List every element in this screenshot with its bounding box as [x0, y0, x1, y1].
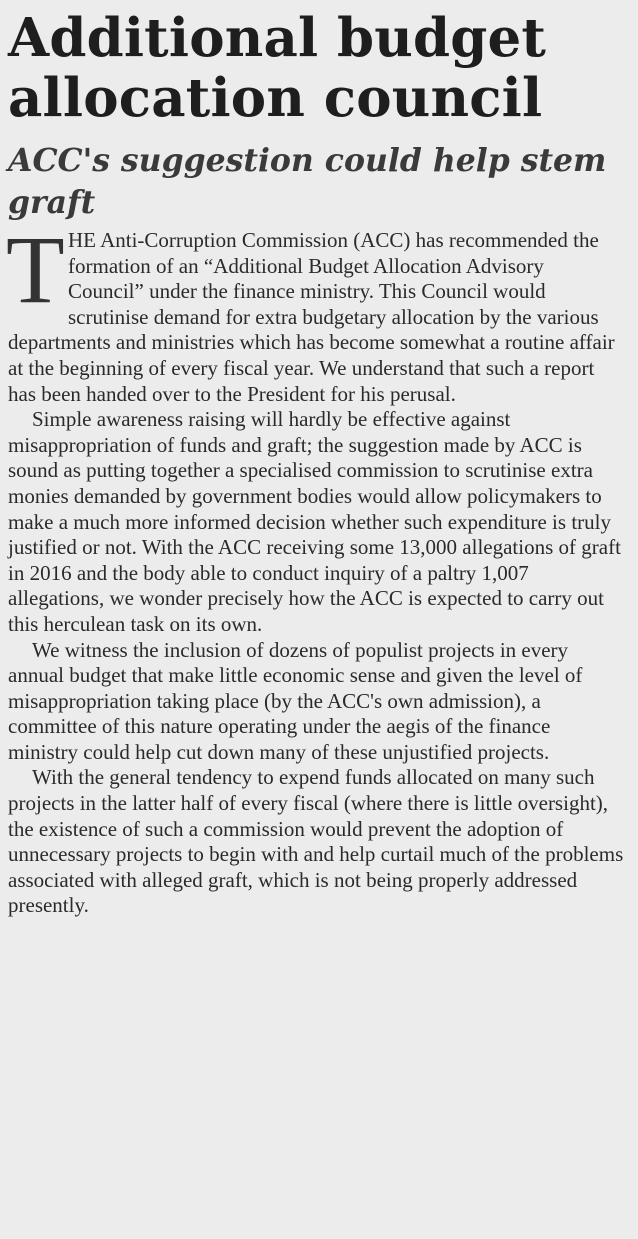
paragraph-1 [6, 216, 624, 407]
paragraph-3: We witness the inclusion of dozens of populist projects in every annual budget that make little economic sense and given the level of misappropriation taking place (by the ACC's own admission), a committee of this nature operating under the aegis of the finance ministry could help cut down many of these unjustified projects. [8, 637, 583, 764]
paragraph-1-text: HE Anti-Corruption Commission (ACC) has recommended the formation of an “Additional Budget Allocation Advisory Council” under the finance ministry. This Council would scrutinise demand for extra budgetary allocation by the various departments and ministries which has become somewhat a routine affair at the beginning of every fiscal year. We understand that such a report has been handed over to the President for his perusal. [8, 228, 615, 406]
drop-cap: T [6, 216, 65, 323]
paragraph-2: Simple awareness raising will hardly be effective against misappropriation of funds and graft; the suggestion made by ACC is sound as putting together a specialised commission to scrutinise extra monies demanded by government bodies would allow policymakers to make a much more informed decision whether such expenditure is truly justified or not. With the ACC receiving some 13,000 allegations of graft in 2016 and the body able to conduct inquiry of a paltry 1,007 allegations, we wonder precisely how the ACC is expected to carry out this herculean task on its own. [8, 407, 621, 636]
paragraph-4: With the general tendency to expend funds allocated on many such projects in the latter half of every fiscal (where there is little oversight), the existence of such a commission would prevent the adoption of unnecessary projects to begin with and help curtail much of the problems associated with alleged graft, which is not being properly addressed presently. [8, 765, 624, 918]
article-body [6, 216, 624, 919]
headline: Additional budget allocation council [8, 7, 547, 129]
subheadline: ACC's suggestion could help stem graft [8, 142, 607, 221]
